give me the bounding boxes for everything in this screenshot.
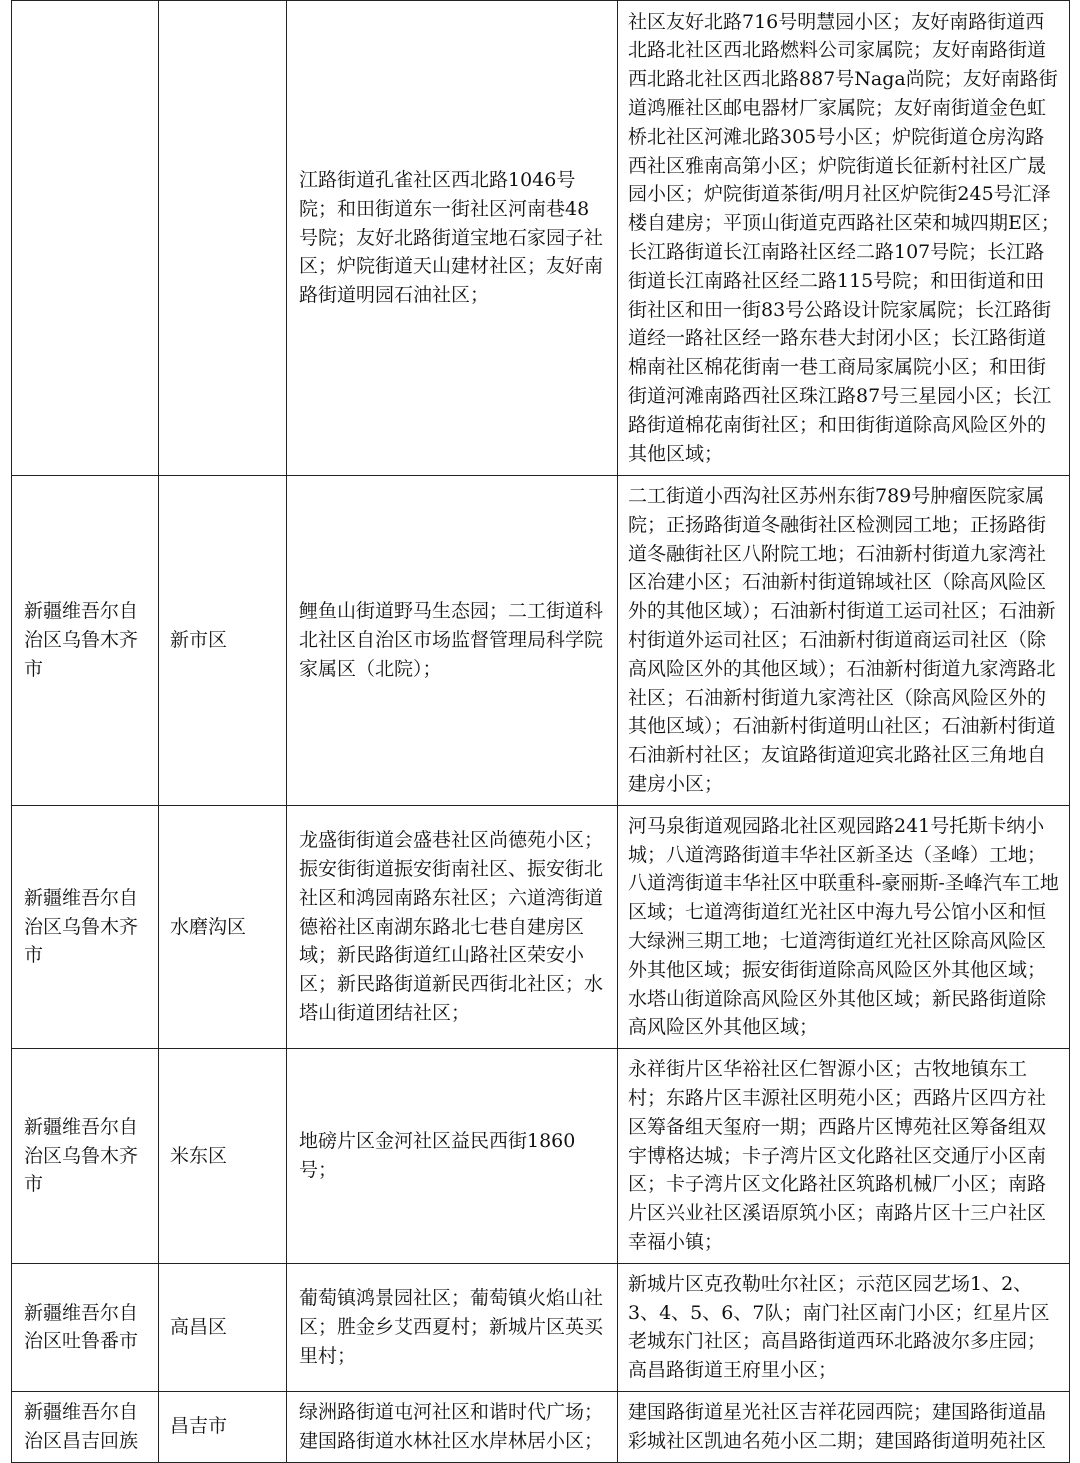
table-row <box>12 1263 1070 1391</box>
medium-risk-cell: 地磅片区金河社区益民西街1860号； <box>287 1049 618 1264</box>
district-cell: 米东区 <box>159 1049 287 1264</box>
district-cell: 昌吉市 <box>159 1391 287 1462</box>
low-risk-cell: 建国路街道星光社区吉祥花园西院；建国路街道晶彩城社区凯迪名苑小区二期；建国路街道明苑社区 <box>618 1391 1070 1462</box>
table-row <box>12 476 1070 806</box>
low-risk-cell: 河马泉街道观园路北社区观园路241号托斯卡纳小城；八道湾路街道丰华社区新圣达（圣峰）工地；八道湾街道丰华社区中联重科-豪丽斯-圣峰汽车工地区域；七道湾街道红光社区中海九号公馆小区和恒大绿洲三期工地；七道湾街道红光社区除高风险区外其他区域；振安街街道除高风险区外其他区域；水塔山街道除高风险区外其他区域；新民路街道除高风险区外其他区域； <box>618 805 1070 1048</box>
district-cell: 高昌区 <box>159 1263 287 1391</box>
low-risk-cell: 新城片区克孜勒吐尔社区；示范区园艺场1、2、3、4、5、6、7队；南门社区南门小区；红星片区老城东门社区；高昌路街道西环北路波尔多庄园；高昌路街道王府里小区； <box>618 1263 1070 1391</box>
region-cell: 新疆维吾尔自治区乌鲁木齐市 <box>12 805 159 1048</box>
table-row <box>12 805 1070 1048</box>
region-cell: 新疆维吾尔自治区吐鲁番市 <box>12 1263 159 1391</box>
district-cell: 水磨沟区 <box>159 805 287 1048</box>
low-risk-cell: 社区友好北路716号明慧园小区；友好南路街道西北路北社区西北路燃料公司家属院；友好南路街道西北路北社区西北路887号Naga尚院；友好南路街道鸿雁社区邮电器材厂家属院；友好南街道金色虹桥北社区河滩北路305号小区；炉院街道仓房沟路西社区雅南高第小区；炉院街道长征新村社区广晟园小区；炉院街道茶街/明月社区炉院街245号汇泽楼自建房；平顶山街道克西路社区荣和城四期E区；长江路街道长江南路社区经二路107号院；长江路街道长江南路社区经二路115号院；和田街道和田街社区和田一街83号公路设计院家属院；长江路街道经一路社区经一路东巷大封闭小区；长江路街道棉南社区棉花街南一巷工商局家属院小区；和田街街道河滩南路西社区珠江路87号三星园小区；长江路街道棉花南街社区；和田街街道除高风险区外的其他区域； <box>618 1 1070 476</box>
risk-area-table <box>11 0 1070 1463</box>
table-row <box>12 1049 1070 1264</box>
region-cell: 新疆维吾尔自治区乌鲁木齐市 <box>12 476 159 806</box>
medium-risk-cell: 江路街道孔雀社区西北路1046号院；和田街道东一街社区河南巷48号院；友好北路街道宝地石家园子社区；炉院街道天山建材社区；友好南路街道明园石油社区； <box>287 1 618 476</box>
table-row <box>12 1391 1070 1462</box>
low-risk-cell: 二工街道小西沟社区苏州东街789号肿瘤医院家属院；正扬路街道冬融街社区检测园工地；正扬路街道冬融街社区八附院工地；石油新村街道九家湾社区冶建小区；石油新村街道锦域社区（除高风险区外的其他区域）；石油新村街道工运司社区；石油新村街道外运司社区；石油新村街道商运司社区（除高风险区外的其他区域）；石油新村街道九家湾路北社区；石油新村街道九家湾社区（除高风险区外的其他区域）；石油新村街道明山社区；石油新村街道石油新村社区；友谊路街道迎宾北路社区三角地自建房小区； <box>618 476 1070 806</box>
low-risk-cell: 永祥街片区华裕社区仁智源小区；古牧地镇东工村；东路片区丰源社区明苑小区；西路片区四方社区筹备组天玺府一期；西路片区博苑社区筹备组双宇博格达城；卡子湾片区文化路社区交通厅小区南区；卡子湾片区文化路社区筑路机械厂小区；南路片区兴业社区溪语原筑小区；南路片区十三户社区幸福小镇； <box>618 1049 1070 1264</box>
table-row <box>12 1 1070 476</box>
region-cell <box>12 1 159 476</box>
medium-risk-cell: 鲤鱼山街道野马生态园；二工街道科北社区自治区市场监督管理局科学院家属区（北院）； <box>287 476 618 806</box>
region-cell: 新疆维吾尔自治区昌吉回族 <box>12 1391 159 1462</box>
medium-risk-cell: 葡萄镇鸿景园社区；葡萄镇火焰山社区；胜金乡艾西夏村；新城片区英买里村； <box>287 1263 618 1391</box>
medium-risk-cell: 龙盛街街道会盛巷社区尚德苑小区；振安街街道振安街南社区、振安街北社区和鸿园南路东社区；六道湾街道德裕社区南湖东路北七巷自建房区域；新民路街道红山路社区荣安小区；新民路街道新民西街北社区；水塔山街道团结社区； <box>287 805 618 1048</box>
region-cell: 新疆维吾尔自治区乌鲁木齐市 <box>12 1049 159 1264</box>
medium-risk-cell: 绿洲路街道屯河社区和谐时代广场；建国路街道水林社区水岸林居小区； <box>287 1391 618 1462</box>
district-cell: 新市区 <box>159 476 287 806</box>
district-cell <box>159 1 287 476</box>
